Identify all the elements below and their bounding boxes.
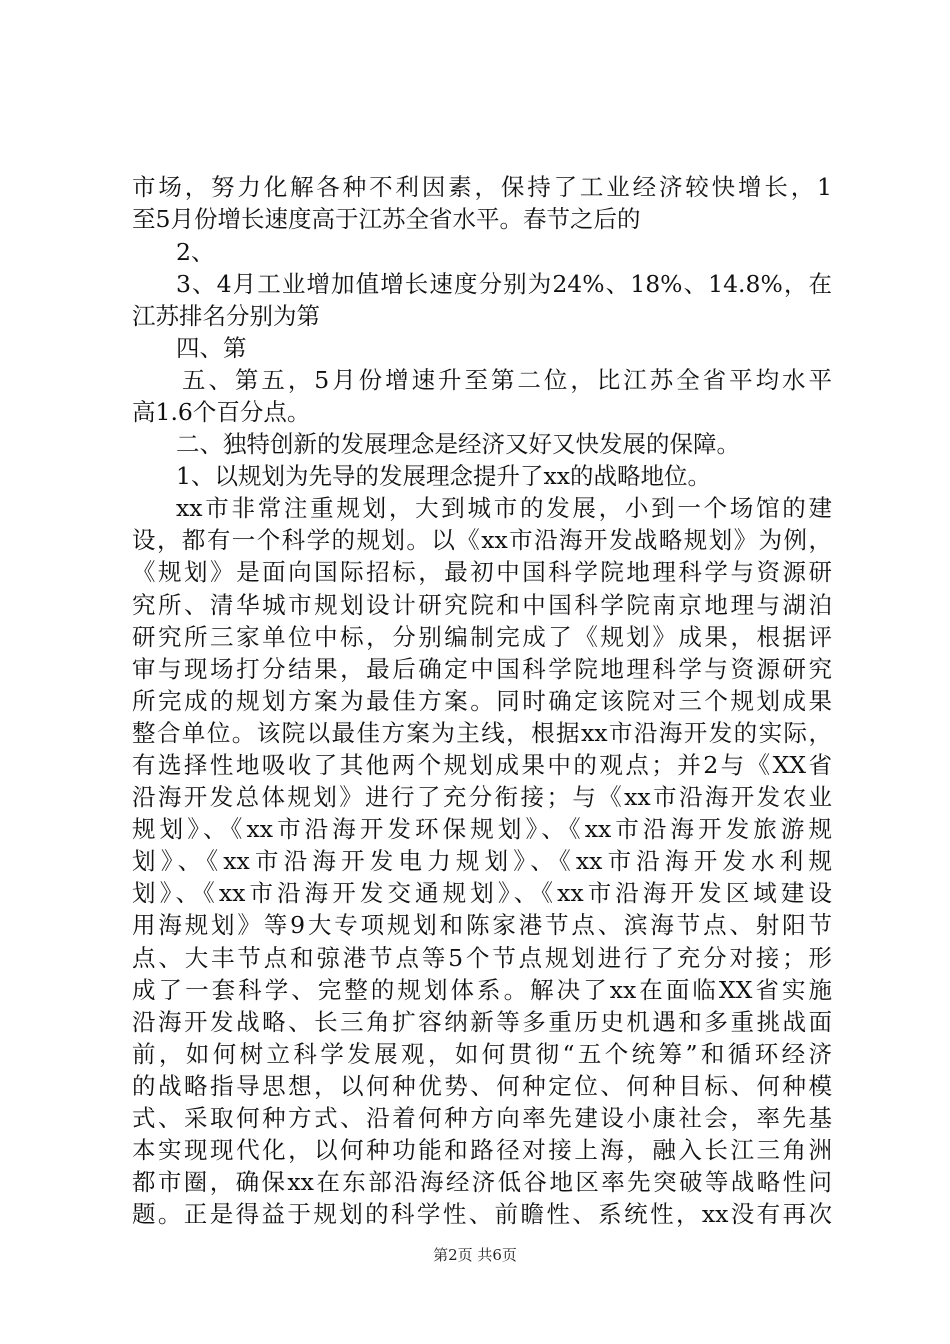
page-number-footer: 第2页 共6页: [433, 1246, 517, 1264]
text-line: 所完成的规划方案为最佳方案。同时确定该院对三个规划成果: [132, 687, 832, 715]
text-line: 题。正是得益于规划的科学性、前瞻性、系统性，xx没有再次: [132, 1200, 832, 1228]
text-line: 有选择性地吸收了其他两个规划成果中的观点；并2与《XX省: [132, 751, 832, 779]
text-line: xx市非常注重规划，大到城市的发展，小到一个场馆的建: [176, 494, 832, 522]
text-line: 五、第五，5月份增速升至第二位，比江苏全省平均水平: [182, 366, 832, 394]
text-line: 点、大丰节点和弶港节点等5个节点规划进行了充分对接；形: [132, 944, 832, 972]
text-line: 二、独特创新的发展理念是经济又好又快发展的保障。: [176, 430, 740, 458]
text-line: 前，如何树立科学发展观，如何贯彻“五个统筹”和循环经济: [132, 1040, 832, 1068]
text-line: 用海规划》等9大专项规划和陈家港节点、滨海节点、射阳节: [132, 911, 832, 939]
text-line: 审与现场打分结果，最后确定中国科学院地理科学与资源研究: [132, 655, 832, 683]
text-line: 本实现现代化，以何种功能和路径对接上海，融入长江三角洲: [132, 1136, 832, 1164]
text-line: 沿海开发战略、长三角扩容纳新等多重历史机遇和多重挑战面: [132, 1008, 832, 1036]
text-line: 1、以规划为先导的发展理念提升了xx的战略地位。: [176, 462, 711, 490]
text-line: 的战略指导思想，以何种优势、何种定位、何种目标、何种模: [132, 1072, 832, 1100]
text-line: 设，都有一个科学的规划。以《xx市沿海开发战略规划》为例，: [132, 526, 832, 554]
text-line: 四、第: [176, 334, 247, 362]
text-line: 式、采取何种方式、沿着何种方向率先建设小康社会，率先基: [132, 1104, 832, 1132]
text-line: 规划》、《xx市沿海开发环保规划》、《xx市沿海开发旅游规: [132, 815, 832, 843]
text-line: 2、: [176, 238, 215, 266]
text-line: 划》、《xx市沿海开发交通规划》、《xx市沿海开发区域建设: [132, 879, 832, 907]
text-line: 3、4月工业增加值增长速度分别为24%、18%、14.8%，在: [176, 270, 832, 298]
text-line: 高1.6个百分点。: [132, 398, 311, 426]
text-line: 整合单位。该院以最佳方案为主线，根据xx市沿海开发的实际，: [132, 719, 832, 747]
text-line: 研究所三家单位中标，分别编制完成了《规划》成果，根据评: [132, 623, 832, 651]
text-line: 沿海开发总体规划》进行了充分衔接；与《xx市沿海开发农业: [132, 783, 832, 811]
text-line: 都市圈，确保xx在东部沿海经济低谷地区率先突破等战略性问: [132, 1168, 832, 1196]
text-line: 《规划》是面向国际招标，最初中国科学院地理科学与资源研: [132, 558, 832, 586]
text-line: 江苏排名分别为第: [132, 302, 320, 330]
text-line: 成了一套科学、完整的规划体系。解决了xx在面临XX省实施: [132, 976, 832, 1004]
text-line: 划》、《xx市沿海开发电力规划》、《xx市沿海开发水利规: [132, 847, 832, 875]
text-line: 至5月份增长速度高于江苏全省水平。春节之后的: [132, 205, 641, 233]
text-line: 市场，努力化解各种不利因素，保持了工业经济较快增长，1: [132, 173, 832, 201]
text-line: 究所、清华城市规划设计研究院和中国科学院南京地理与湖泊: [132, 591, 832, 619]
